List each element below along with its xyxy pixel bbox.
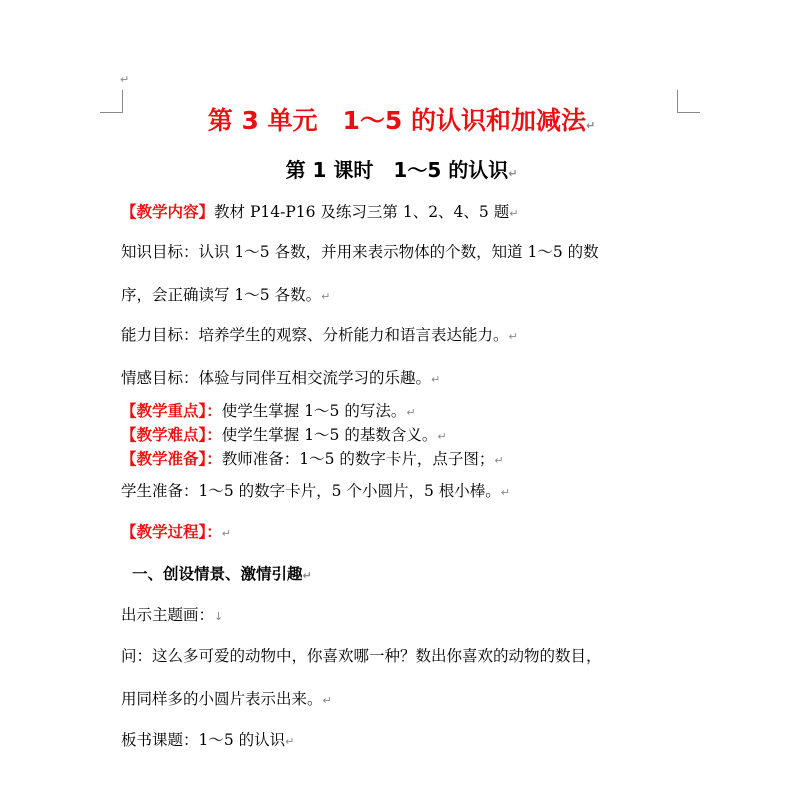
bottom-strip	[0, 767, 803, 797]
show-picture-line: 出示主题画：↓	[121, 606, 224, 624]
preparation-line: 【教学准备】：教师准备：1～5 的数字卡片，点子图；↵	[121, 450, 504, 468]
lesson-title: 第 1 课时 1～5 的认识↵	[285, 158, 518, 182]
top-strip	[0, 0, 803, 15]
paragraph-mark: ↵	[120, 73, 130, 86]
knowledge-goal-line-1: 知识目标：认识 1～5 各数，并用来表示物体的个数，知道 1～5 的数	[121, 243, 599, 261]
key-point-label: 【教学重点】：	[121, 402, 222, 420]
difficult-point-line: 【教学难点】：使学生掌握 1～5 的基数含义。↵	[121, 426, 447, 444]
question-line-2: 用同样多的小圆片表示出来。↵	[121, 690, 332, 708]
teaching-content-line: 【教学内容】教材 P14-P16 及练习三第 1、2、4、5 题↵	[121, 203, 519, 221]
process-label: 【教学过程】：	[121, 523, 222, 541]
key-point-line: 【教学重点】：使学生掌握 1～5 的写法。↵	[121, 402, 416, 420]
knowledge-goal-line-2: 序，会正确读写 1～5 各数。↵	[121, 286, 331, 304]
process-line: 【教学过程】：↵	[121, 523, 231, 541]
emotion-goal-line: 情感目标：体验与同伴互相交流学习的乐趣。↵	[121, 369, 441, 387]
unit-title: 第 3 单元 1～5 的认识和加减法↵	[207, 106, 596, 135]
student-prep-line: 学生准备：1～5 的数字卡片，5 个小圆片，5 根小棒。↵	[121, 482, 510, 500]
board-title-line: 板书课题：1～5 的认识↵	[121, 731, 295, 749]
question-line-1: 问：这么多可爱的动物中，你喜欢哪一种？数出你喜欢的动物的数目，	[121, 647, 602, 665]
difficult-point-label: 【教学难点】：	[121, 426, 222, 444]
teaching-content-label: 【教学内容】	[121, 203, 215, 221]
preparation-label: 【教学准备】：	[121, 450, 222, 468]
ability-goal-line: 能力目标：培养学生的观察、分析能力和语言表达能力。↵	[121, 326, 518, 344]
section-one-heading: 一、创设情景、激情引趣↵	[132, 565, 312, 583]
teaching-content-text: 教材 P14-P16 及练习三第 1、2、4、5 题	[214, 203, 510, 221]
